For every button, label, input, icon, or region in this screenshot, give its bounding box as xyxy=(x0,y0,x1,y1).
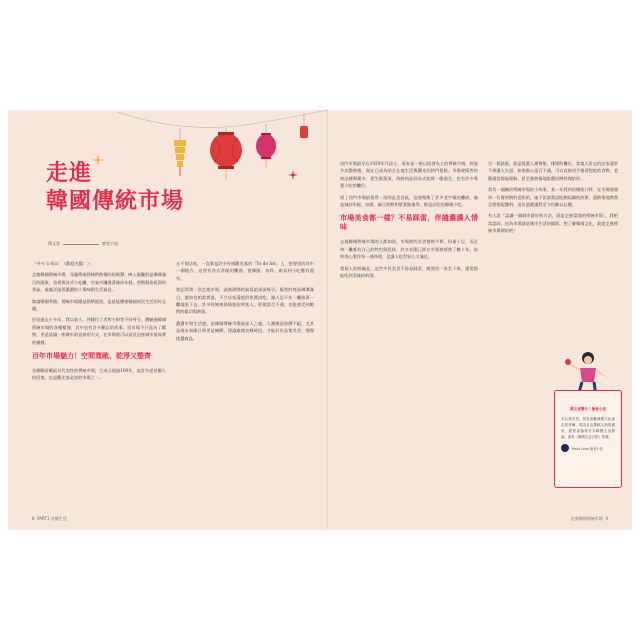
column-3 xyxy=(340,160,478,283)
page-title xyxy=(46,160,184,216)
col4-p3: 有人說「認識一個城市最好的方法，就是走進當地的傳統市場」，我相當認同。因為市場就是城市生活的縮影，想了解韓國文化，就從走進傳統市場開始吧！ xyxy=(488,213,618,234)
lantern-small-right-icon xyxy=(300,114,308,138)
page-number-right: 9 xyxy=(605,516,608,521)
spark-icon-2 xyxy=(288,170,298,180)
col1-p5: 先聊聊首爾最具代表性的傳統市場，它成立超過100年，是許多老首爾人的回憶，也是觀光客必訪的市場之一。 xyxy=(32,368,166,381)
avatar-icon xyxy=(561,444,569,452)
title-line-2: 韓國傳統市場 xyxy=(46,189,185,214)
col4-p1: 另一個訣竅，就是挑選人潮聚集、排隊的攤位，當地人常去的店家通常不會讓人失望。如果擔心語言不通，可以直接用手指著想吃的食物，老闆通常都能理解，甚至會熱情地推薦招牌料理給你。 xyxy=(488,161,618,181)
byline-illustrator: 繪者小姐 xyxy=(102,241,118,246)
lantern-red-big-icon xyxy=(210,128,242,180)
column-4 xyxy=(488,160,618,239)
profile-body: 本名林芳君，因為喜歡韓國文化而定居首爾，現為自由撰稿人與插畫家，經營部落格分享韓國生活點滴，著有《韓國生活日常》等書。 xyxy=(561,417,615,439)
column-1 xyxy=(32,260,166,386)
col3-p4: 我個人的經驗是，這些平民美食不容易踩雷，隨便找一家坐下來，通常都能吃到美味的料理。 xyxy=(340,265,478,279)
profile-signature xyxy=(555,444,621,452)
col1-p4: 回首過去十多年，我以旅人、外籍打工者和主婦等不同身分，體驗過韓國傳統市場的各種樣貌，其中也有許多難忘的故事。逛市場不只是為了購物，更是認識一座城市最直接的方式，在市場裡可以看見這座城市最真實的模樣。 xyxy=(32,317,167,345)
col1-p3: 無論哪個季節，傳統市場總是熱鬧滾滾，是最能體會韓國庶民生活的好去處。 xyxy=(32,298,167,312)
col3-p3: 去過韓國傳統市場的人都知道，市場裡的美食價格平實、份量十足，而且每一攤都有自己的特色與堅持。許多老闆已經在市場裡經營了數十年，始終用心製作每一道料理，也讓人吃得安心又滿足。 xyxy=(340,239,478,260)
col4-p2: 當有一個關於傳統市場的小故事，某一年我到首爾旅行時，在市場裡遇到一位賣煎餅的老奶奶，她不但請我試吃剛起鍋的煎餅，還熱情地教我怎麼搭配醬料，這份溫暖讓我至今仍難以忘懷。 xyxy=(488,187,618,208)
lantern-red-small-icon xyxy=(256,124,276,168)
byline xyxy=(48,241,118,247)
col2-p1: 五千個店家，一直都是許多外國觀光客的「To do list」上，想要逛的其中一個地方。這裡有各式各樣的攤商，從韓服、布料、廚具到小吃應有盡有。 xyxy=(176,261,314,281)
col2-p3: 濃濃市場生活感，是韓國傳統市場最迷人之處。人潮總是絡繹不絕，尤其是週末和節日時更是擁擠。建議避開尖峰時段，才能好好品嘗美食、慢慢挑選商品。 xyxy=(176,320,314,341)
col1-p1: 「어서 오세요！（歡迎光臨！）」 xyxy=(32,261,94,266)
page-number-left: 8 xyxy=(32,516,35,521)
col3-subheading: 市場美食都一樣？不易踩雷，伴隨濃濃人情味 xyxy=(340,214,478,232)
profile-signature-text: Hello Lorie 繪者小姐 xyxy=(572,446,603,451)
footer-left xyxy=(32,516,67,522)
section-label-left: PART1 首爾生活 xyxy=(37,516,67,521)
col3-p1: 西門市場最早在1920年代設立，原本是一座以批發為主的傳統市場，經過多次整修後，現在已成為結合在地生活與觀光的熱門景點。市場裡販售的商品種類繁多，從生鮮蔬果、海鮮肉品到各式乾貨一應俱全，也有許多專賣小吃的攤位。 xyxy=(340,161,478,189)
col1-subheading: 百年市場魅力！空間寬敞、乾淨又整齊 xyxy=(32,352,151,361)
column-2 xyxy=(176,260,314,346)
section-label-right: 走進韓國傳統市場 xyxy=(570,516,603,521)
title-line-1: 走進 xyxy=(46,161,93,186)
profile-title: 撰文者簡介｜繪者小姐 xyxy=(570,407,606,411)
footer-right xyxy=(571,516,608,522)
col3-p2: 到了西門市場最值得一逛的是美食區，這裡聚集了許多老字號的攤商，像是辣炒年糕、血腸、綠豆煎餅和紫菜飯捲等，都是必吃的韓國小吃。 xyxy=(340,194,478,208)
col1-p2: 走進韓國傳統市場，耳邊傳來阿姨們熱情的吆喝聲；映入眼簾的是琳瑯滿目的蔬果、魚貨與各式小吃攤，空氣中瀰漫著辣炒年糕、煎餅與魚板湯的香氣，處處洋溢著濃濃的人情味與生活氣息。 xyxy=(32,272,167,293)
col2-p2: 我記得第一次走進市場，就被熱鬧的氣氛給深深吸引。販售的商品琳瑯滿目，價格也相當實惠，不少店家還提供免費試吃，讓人忍不住一攤接著一攤地逛下去。許多阿姨會熱情地招呼客人，即使語言不通，也能感受到她們的親切與熱情。 xyxy=(176,287,314,315)
author-profile-box xyxy=(554,390,622,488)
byline-rule xyxy=(63,244,99,245)
magazine-spread xyxy=(8,110,632,530)
byline-author: 撰文者 xyxy=(48,241,60,246)
